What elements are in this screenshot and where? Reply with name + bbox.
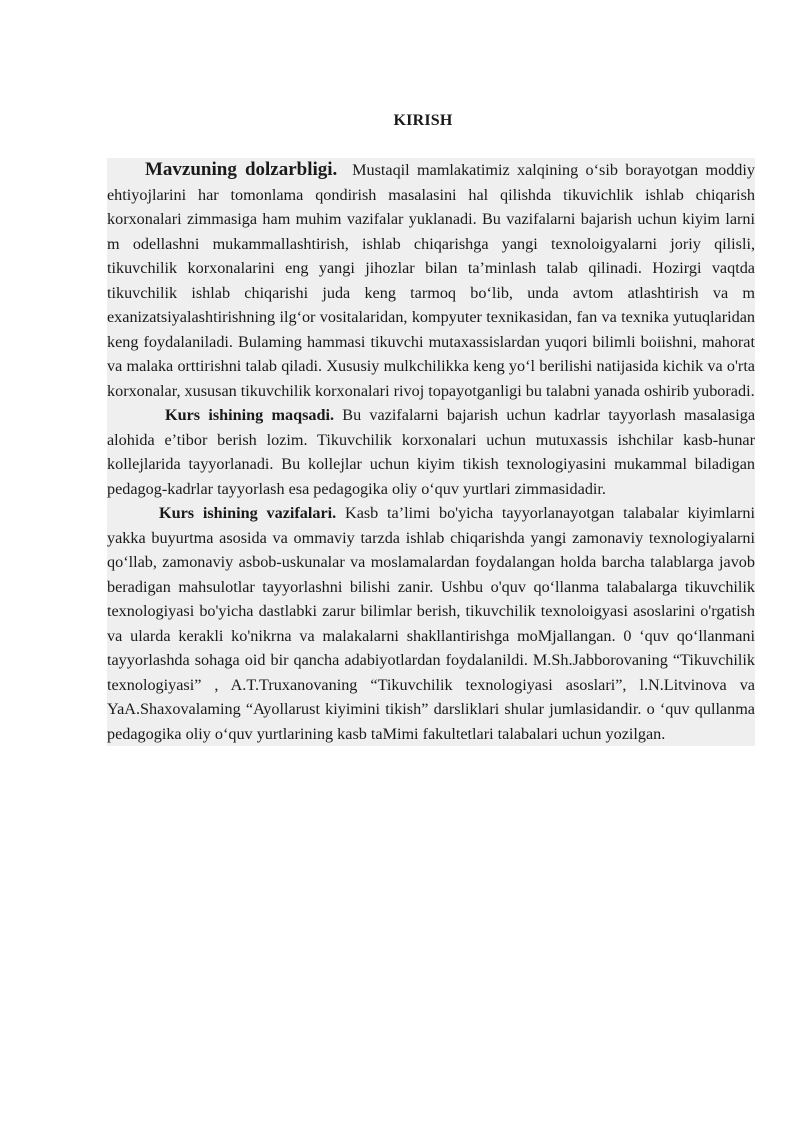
page-title: KIRISH <box>393 112 453 129</box>
paragraph-text: Kasb ta’limi bo'yicha tayyorlanayotgan talabalar kiyimlarni yakka buyurtma asosida va ommaviy tarzda ishlab chiqarishda yangi zamonaviy texnologiyalarni qo‘llab, zamonaviy asbob-uskunalar va moslamalardan foydalangan holda barcha talablarga javob beradigan mahsulotlar tayyorlashni bilishi zanir. Ushbu o'quv qo‘llanma talabalarga tikuvchilik texnologiyasi bo'yicha dastlabki zarur bilimlar berish, tikuvchilik texnoloigyasi asoslarini o'rgatish va ularda kerakli ko'nikrna va malakalarni shakllantirishga moMjallangan. 0 ‘quv qo‘llanmani tayyorlashda sohaga oid bir qancha adabiyotlardan foydalanildi. M.Sh.Jabborovaning “Tikuvchilik texnologiyasi” , A.T.Truxanovaning “Tikuvchilik texnologiyasi asoslari”, l.N.Litvinova va YaA.Shaxovalaming “Ayollarust kiyimini tikish” darsliklari shular jumlasidandir. o ‘quv qullanma pedagogika oliy o‘quv yurtlarining kasb taMimi fakultetlari talabalari uchun yozilgan. <box>107 504 756 743</box>
text-block <box>107 158 755 746</box>
paragraph-heading: Kurs ishining maqsadi. <box>165 406 335 424</box>
paragraph-text: Mustaqil mamlakatimiz xalqining o‘sib borayotgan moddiy ehtiyojlarini har tomonlama qondirish masalasini hal qilishda tikuvichlik ishlab chiqarish korxonalari zimmasiga ham muhim vazifalar yuklanadi. Bu vazifalarni bajarish uchun kiyim larni m odellashni mukammallashtirish, ishlab chiqarishga yangi texnoloigyalarni joriy qilisli, tikuvchilik korxonalarini eng yangi jihozlar bilan ta’minlash talab qilinadi. Hozirgi vaqtda tikuvchilik ishlab chiqarishi juda keng tarmoq bo‘lib, unda avtom atlashtirish va m exanizatsiyalashtirishning ilg‘or vositalaridan, kompyuter texnikasidan, fan va texnika yutuqlaridan keng foydalaniladi. Bulaming hammasi tikuvchi mutaxassislardan yuqori bilimli boiishni, mahorat va malaka orttirishni talab qiladi. Xususiy mulkchilikka keng yo‘l berilishi natijasida kichik va o'rta korxonalar, xususan tikuvchilik korxonalari rivoj topayotganligi bu talabni yanada oshirib yuboradi. <box>107 161 755 400</box>
paragraph-heading: Kurs ishining vazifalari. <box>159 504 337 522</box>
paragraph-goal <box>107 403 755 501</box>
paragraph-relevance <box>107 158 755 403</box>
paragraph-text: Bu vazifalarni bajarish uchun kadrlar tayyorlash masalasiga alohida e’tibor berish lozim. Tikuvchilik korxonalari uchun mutuxassis ishchilar kasb-hunar kollejlarida tayyorlanadi. Bu kollejlar uchun kiyim tikish texnologiyasini mukammal biladigan pedagog-kadrlar tayyorlash esa pedagogika oliy o‘quv yurtlari zimmasidadir. <box>107 406 755 498</box>
paragraph-heading: Mavzuning dolzarbligi. <box>145 159 338 180</box>
paragraph-tasks <box>107 501 755 746</box>
